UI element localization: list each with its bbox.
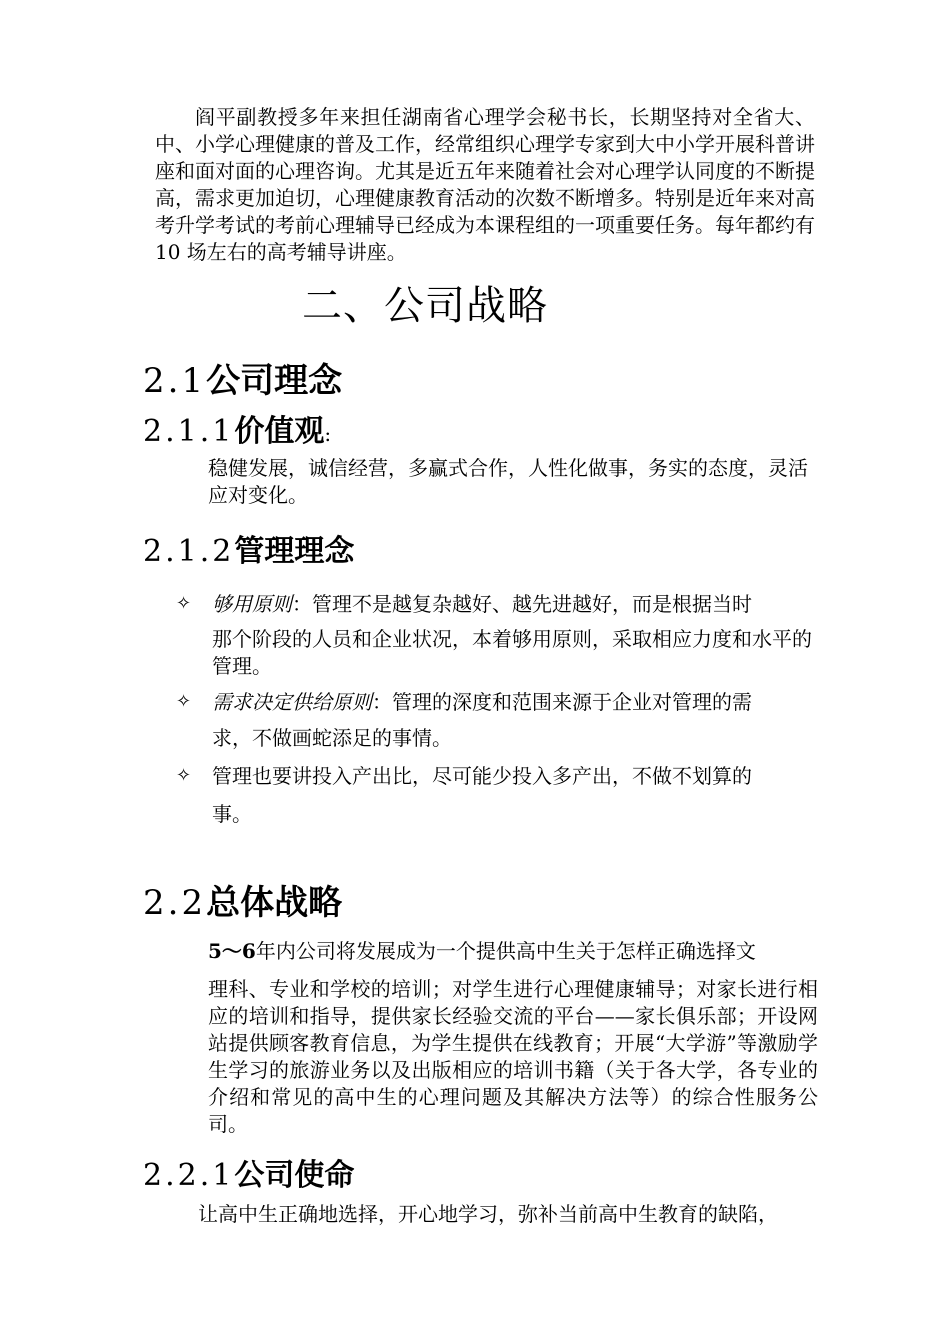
strategy-rest: 理科、专业和学校的培训；对学生进行心理健康辅导；对家长进行相应的培训和指导，提供家长经验交流的平台——家长俱乐部；开设网站提供顾客教育信息，为学生提供在线教育；开展“大学游”等激励学生学习的旅游业务以及出版相应的培训书籍（关于各大学，各专业的介绍和常见的高中生的心理问题及其解决方法等）的综合性服务公司。 [208,977,818,1136]
intro-paragraph: 阎平副教授多年来担任湖南省心理学会秘书长，长期坚持对全省大、中、小学心理健康的普及工作，经常组织心理学专家到大中小学开展科普讲座和面对面的心理咨询。尤其是近五年来随着社会对心理学认同度的不断提高，需求更加迫切，心理健康教育活动的次数不断增多。特别是近年来对高考升学考试的考前心理辅导已经成为本课程组的一项重要任务。每年都约有 10 场左右的高考辅导讲座。 [155,105,815,264]
section-heading-2-1-1 [143,413,331,453]
strategy-line-text: 年内公司将发展成为一个提供高中生关于怎样正确选择文 [255,939,756,963]
heading-colon: : [324,422,332,446]
section-heading-2-2 [143,882,342,924]
list-item-first-line [212,685,812,719]
section-number: 2.1 [143,361,207,401]
section-title: 公司使命 [234,1158,355,1193]
list-item-body [212,759,812,831]
strategy-first-line [208,936,818,966]
principle-text: 管理也要讲投入产出比，尽可能少投入多产出，不做不划算的 [212,764,752,788]
separator: ： [372,690,392,714]
list-item-first-line [212,759,812,793]
values-paragraph: 稳健发展，诚信经营，多赢式合作，人性化做事，务实的态度，灵活应对变化。 [208,456,808,507]
list-item-first-line [212,587,812,621]
section-heading-2-1 [143,360,342,402]
strategy-years: 5～6 [208,939,256,963]
section-title: 总体战略 [206,883,343,923]
principle-text: 管理的深度和范围来源于企业对管理的需 [392,690,752,714]
principle-name: 需求决定供给原则 [212,690,372,714]
list-item-rest: 那个阶段的人员和企业状况，本着够用原则，采取相应力度和水平的管理。 [212,627,812,678]
section-title: 公司理念 [206,361,343,401]
chapter-title: 二、公司战略 [302,283,548,329]
principle-text: 管理不是越复杂越好、越先进越好，而是根据当时 [312,592,752,616]
list-item-rest: 事。 [212,802,252,826]
mission-paragraph: 让高中生正确地选择，开心地学习，弥补当前高中生教育的缺陷， [198,1202,778,1226]
section-number: 2.1.1 [143,414,235,449]
diamond-bullet-icon: ✧ [176,593,192,614]
diamond-bullet-icon: ✧ [176,765,192,786]
list-item-body [212,685,812,755]
diamond-bullet-icon: ✧ [176,691,192,712]
section-heading-2-2-1 [143,1157,354,1195]
strategy-paragraph [208,936,818,1138]
section-number: 2.2.1 [143,1158,235,1193]
section-title: 价值观 [234,414,325,449]
section-number: 2.2 [143,883,207,923]
list-item-rest: 求，不做画蛇添足的事情。 [212,726,452,750]
separator: ： [292,592,312,616]
section-title: 管理理念 [234,534,355,569]
list-item-body [212,587,812,680]
section-number: 2.1.2 [143,534,235,569]
principle-name: 够用原则 [212,592,292,616]
section-heading-2-1-2 [143,533,354,571]
